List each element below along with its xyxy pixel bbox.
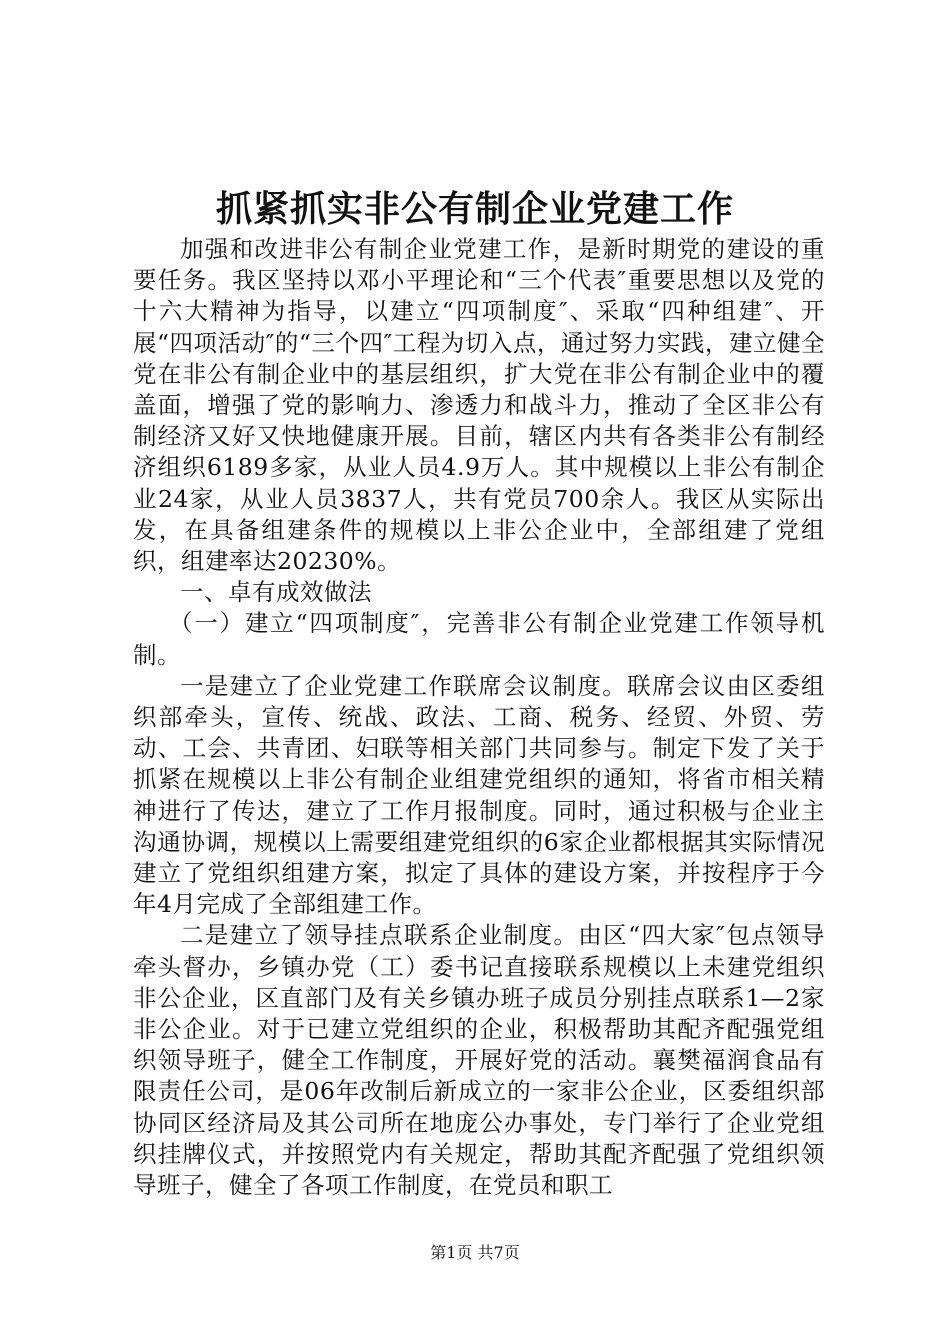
document-body: [133, 234, 825, 1201]
section-heading: 一、卓有成效做法: [180, 578, 372, 607]
intro-paragraph: 加强和改进非公有制企业党建工作，是新时期党的建设的重要任务。我区坚持以邓小平理论和“三个代表″重要思想以及党的十六大精神为指导，以建立“四项制度″、采取“四种组建″、开展“四项活动″的“三个四″工程为切入点，通过努力实践，建立健全党在非公有制企业中的基层组织，扩大党在非公有制企业中的覆盖面，增强了党的影响力、渗透力和战斗力，推动了全区非公有制经济又好又快地健康开展。目前，辖区内共有各类非公有制经济组织6189多家，从业人员4.9万人。其中规模以上非公有制企业24家，从业人员3837人，共有党员700余人。我区从实际出发，在具备组建条件的规模以上非公企业中，全部组建了党组织，组建率达20230%。: [133, 235, 825, 576]
document-title: 抓紧抓实非公有制企业党建工作: [215, 189, 734, 230]
paragraph-leader-contact: 二是建立了领导挂点联系企业制度。由区“四大家″包点领导牵头督办，乡镇办党（工）委书记直接联系规模以上未建党组织非公企业，区直部门及有关乡镇办班子成员分别挂点联系1—2家非公企业。对于已建立党组织的企业，积极帮助其配齐配强党组织领导班子，健全工作制度，开展好党的活动。襄樊福润食品有限责任公司，是06年改制后新成立的一家非公企业，区委组织部协同区经济局及其公司所在地庞公办事处，专门举行了企业党组织挂牌仪式，并按照党内有关规定，帮助其配齐配强了党组织领导班子，健全了各项工作制度，在党员和职工: [133, 921, 825, 1200]
paragraph-joint-meeting: 一是建立了企业党建工作联席会议制度。联席会议由区委组织部牵头，宣传、统战、政法、工商、税务、经贸、外贸、劳动、工会、共青团、妇联等相关部门共同参与。制定下发了关于抓紧在规模以上非公有制企业组建党组织的通知，将省市相关精神进行了传达，建立了工作月报制度。同时，通过积极与企业主沟通协调，规模以上需要组建党组织的6家企业都根据其实际情况建立了党组织组建方案，拟定了具体的建设方案，并按程序于今年4月完成了全部组建工作。: [133, 671, 825, 919]
subsection-heading: （一）建立“四项制度″，完善非公有制企业党建工作领导机制。: [133, 609, 825, 669]
page-number: 第1页 共7页: [430, 1243, 520, 1262]
